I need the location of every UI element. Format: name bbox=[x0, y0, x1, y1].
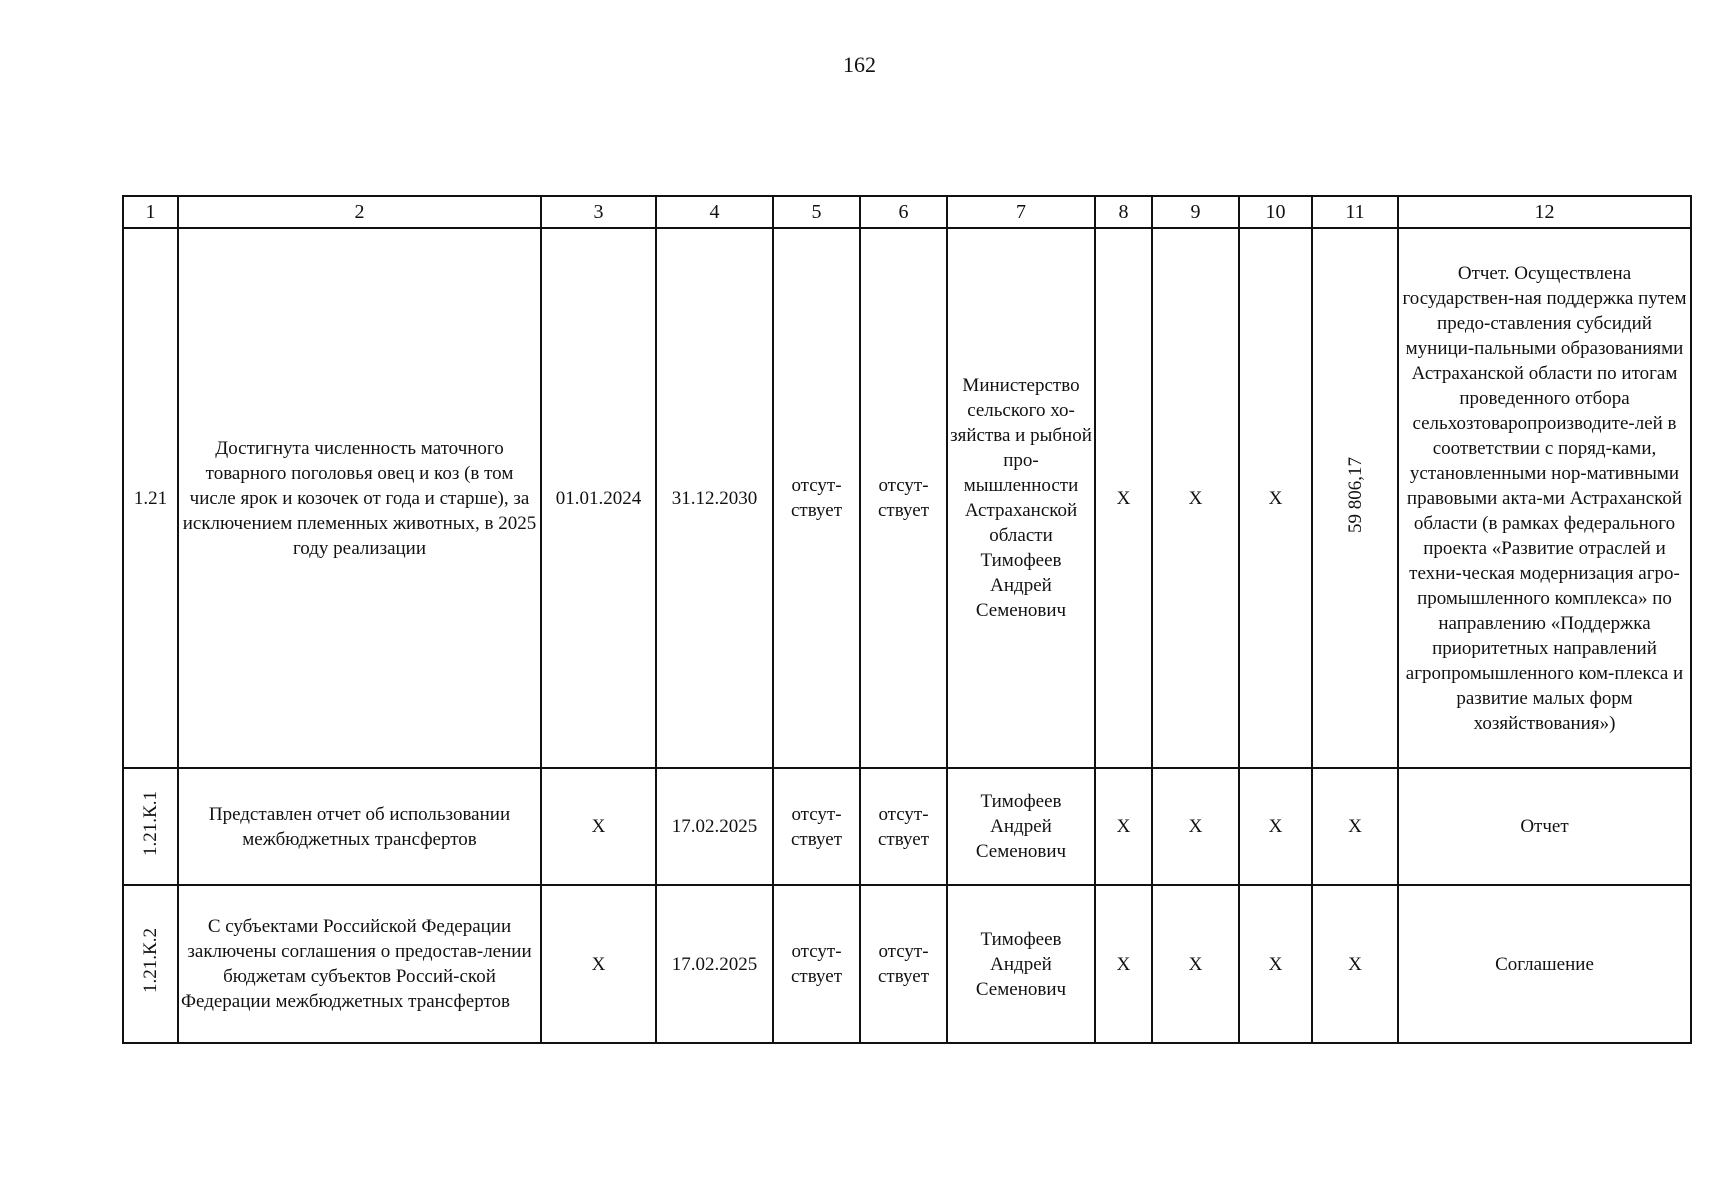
result-description: Достигнута численность маточного товарного поголовья овец и коз (в том числе ярок и козочек от года и старше), за исключением племенных животных, в 2025 году реализации bbox=[178, 228, 541, 768]
table-row bbox=[123, 768, 1691, 885]
row-number: 1.21.К.1 bbox=[123, 768, 178, 885]
amount-cell: X bbox=[1312, 885, 1398, 1043]
document-type: Соглашение bbox=[1398, 885, 1691, 1043]
events-table bbox=[122, 195, 1692, 1044]
header-cell: 5 bbox=[773, 196, 860, 228]
cell-col6: отсут-ствует bbox=[860, 768, 947, 885]
header-cell: 12 bbox=[1398, 196, 1691, 228]
end-date: 17.02.2025 bbox=[656, 768, 773, 885]
cell-col5: отсут-ствует bbox=[773, 228, 860, 768]
cell-col6: отсут-ствует bbox=[860, 885, 947, 1043]
document-type: Отчет. Осуществлена государствен-ная поддержка путем предо-ставления субсидий муници-пальными образованиями Астраханской области по итогам проведенного отбора сельхозтоваропроизводите-лей в соответствии с поряд-ками, установленными нор-мативными правовыми акта-ми Астраханской области (в рамках федерального проекта «Развитие отраслей и техни-ческая модернизация агро-промышленного комплекса» по направлению «Поддержка приоритетных направлений агропромышленного ком-плекса и развитие малых форм хозяйствования») bbox=[1398, 228, 1691, 768]
cell-col10: X bbox=[1239, 885, 1312, 1043]
header-cell: 8 bbox=[1095, 196, 1152, 228]
cell-col9: X bbox=[1152, 885, 1239, 1043]
header-cell: 9 bbox=[1152, 196, 1239, 228]
start-date: 01.01.2024 bbox=[541, 228, 656, 768]
page-number: 162 bbox=[843, 52, 876, 77]
amount-value: 59 806,17 bbox=[1344, 456, 1366, 533]
responsible: Министерство сельского хо-зяйства и рыбной про-мышленности Астраханской области Тимофеев Андрей Семенович bbox=[947, 228, 1095, 768]
header-cell: 1 bbox=[123, 196, 178, 228]
header-cell: 11 bbox=[1312, 196, 1398, 228]
responsible: Тимофеев Андрей Семенович bbox=[947, 885, 1095, 1043]
cell-col10: X bbox=[1239, 768, 1312, 885]
cell-col8: X bbox=[1095, 768, 1152, 885]
cell-col5: отсут-ствует bbox=[773, 885, 860, 1043]
header-cell: 6 bbox=[860, 196, 947, 228]
cell-col6: отсут-ствует bbox=[860, 228, 947, 768]
cell-col8: X bbox=[1095, 885, 1152, 1043]
row-number: 1.21.К.2 bbox=[123, 885, 178, 1043]
result-description: Представлен отчет об использовании межбюджетных трансфертов bbox=[178, 768, 541, 885]
cell-col5: отсут-ствует bbox=[773, 768, 860, 885]
header-cell: 4 bbox=[656, 196, 773, 228]
cell-col10: X bbox=[1239, 228, 1312, 768]
document-type: Отчет bbox=[1398, 768, 1691, 885]
row-number: 1.21 bbox=[123, 228, 178, 768]
table-row bbox=[123, 885, 1691, 1043]
start-date: X bbox=[541, 768, 656, 885]
cell-col8: X bbox=[1095, 228, 1152, 768]
table-row bbox=[123, 228, 1691, 768]
header-row bbox=[123, 196, 1691, 228]
header-cell: 3 bbox=[541, 196, 656, 228]
result-description: С субъектами Российской Федерации заключены соглашения о предостав-лении бюджетам субъектов Россий-ской Федерации межбюджетных трансфертов bbox=[178, 885, 541, 1043]
end-date: 17.02.2025 bbox=[656, 885, 773, 1043]
cell-col9: X bbox=[1152, 768, 1239, 885]
header-cell: 10 bbox=[1239, 196, 1312, 228]
end-date: 31.12.2030 bbox=[656, 228, 773, 768]
header-cell: 7 bbox=[947, 196, 1095, 228]
responsible: Тимофеев Андрей Семенович bbox=[947, 768, 1095, 885]
amount-cell: X bbox=[1312, 768, 1398, 885]
header-cell: 2 bbox=[178, 196, 541, 228]
cell-col9: X bbox=[1152, 228, 1239, 768]
amount-cell bbox=[1312, 228, 1398, 768]
start-date: X bbox=[541, 885, 656, 1043]
